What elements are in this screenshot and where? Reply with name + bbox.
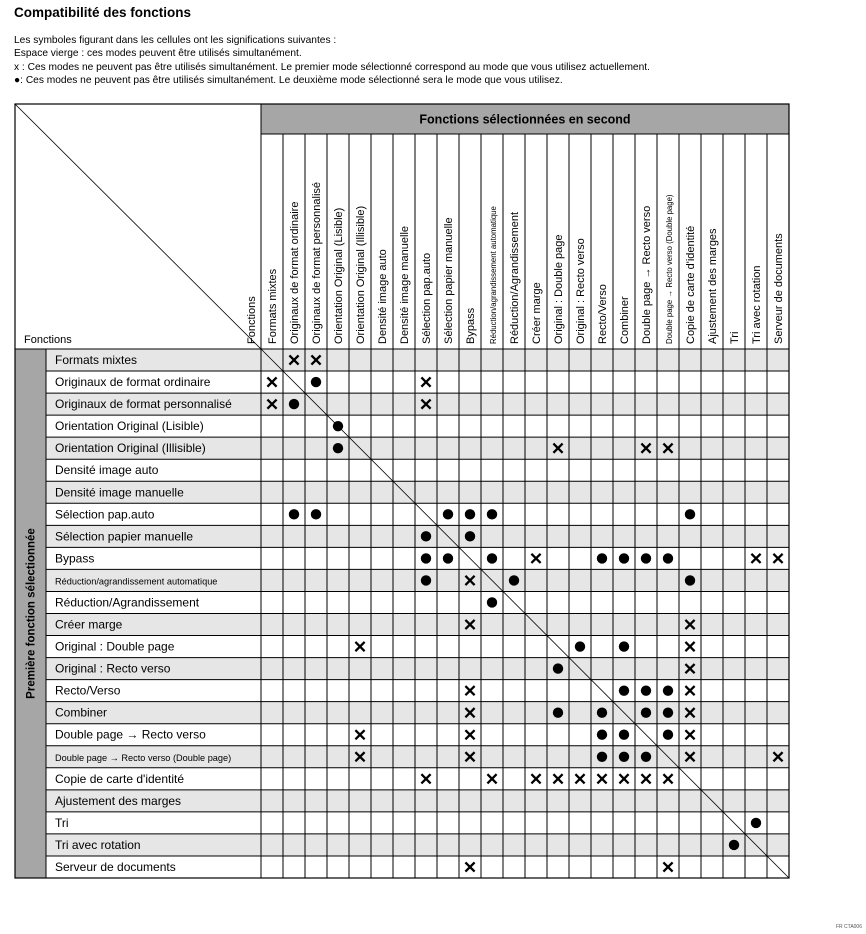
column-label: Originaux de format personnalisé (311, 181, 323, 344)
dot-mark (333, 443, 343, 453)
dot-mark (289, 399, 299, 409)
dot-mark (443, 553, 453, 563)
dot-mark (619, 752, 629, 762)
cross-mark (487, 774, 496, 783)
row-label: Originaux de format personnalisé (55, 397, 232, 412)
row-label: Recto/Verso (55, 683, 121, 698)
cross-mark (465, 730, 474, 739)
cross-mark (355, 730, 364, 739)
row-label: Densité image manuelle (55, 485, 184, 500)
column-label: Densité image auto (377, 249, 389, 344)
dot-mark (553, 663, 563, 673)
dot-mark (333, 421, 343, 431)
dot-mark (641, 752, 651, 762)
column-label: Formats mixtes (267, 268, 279, 344)
column-label: Original : Recto verso (575, 238, 587, 344)
row-label: Originaux de format ordinaire (55, 375, 211, 390)
row-label: Formats mixtes (55, 353, 138, 368)
row-group-header: Première fonction sélectionnée (25, 528, 38, 699)
cross-mark (685, 642, 694, 651)
column-label: Orientation Original (Illisible) (355, 205, 367, 344)
row-label: Combiner (55, 705, 108, 720)
row-label: Densité image auto (55, 463, 159, 478)
figure-code: FR CTA006 (835, 924, 862, 930)
row-label: Ajustement des marges (55, 793, 182, 808)
cross-mark (267, 377, 276, 386)
row-label: Sélection pap.auto (55, 507, 155, 522)
legend-cross: x : Ces modes ne peuvent pas être utilisés simultanément. Le premier mode sélectionné correspond au mode que vous utilisez actuellement. (14, 61, 650, 73)
row-band (46, 702, 789, 724)
dot-mark (421, 575, 431, 585)
row-band (46, 834, 789, 856)
cross-mark (465, 862, 474, 871)
column-label: Tri avec rotation (751, 265, 763, 344)
row-label: Bypass (55, 551, 95, 566)
column-label: Original : Double page (553, 234, 565, 344)
cross-mark (421, 774, 430, 783)
corner-diagonal (15, 104, 261, 349)
corner-column-label: Fonctions (246, 296, 258, 344)
cross-mark (465, 686, 474, 695)
dot-mark (685, 509, 695, 519)
row-label: Sélection papier manuelle (55, 529, 194, 544)
dot-mark (465, 531, 475, 541)
column-label: Recto/Verso (597, 284, 609, 344)
dot-mark (597, 730, 607, 740)
cross-mark (663, 774, 672, 783)
column-label: Serveur de documents (773, 233, 785, 344)
dot-mark (553, 707, 563, 717)
dot-mark (487, 553, 497, 563)
column-label: Double page → Recto verso (641, 205, 653, 344)
dot-mark (509, 575, 519, 585)
corner-row-label: Fonctions (24, 334, 72, 346)
row-band (46, 614, 789, 636)
cross-mark (773, 554, 782, 563)
column-label: Réduction/Agrandissement (509, 211, 521, 344)
legend-dot: ●: Ces modes ne peuvent pas être utilisés simultanément. Le deuxième mode sélectionné sera le mode que vous utilisez. (14, 75, 563, 87)
dot-mark (597, 707, 607, 717)
cross-mark (685, 686, 694, 695)
column-label: Orientation Original (Lisible) (333, 207, 345, 344)
dot-mark (487, 597, 497, 607)
dot-mark (443, 509, 453, 519)
column-label: Combiner (619, 296, 631, 344)
row-label: Original : Recto verso (55, 661, 171, 676)
dot-mark (663, 707, 673, 717)
column-label: Densité image manuelle (399, 225, 411, 344)
column-label: Sélection pap.auto (421, 252, 433, 344)
column-label: Bypass (465, 307, 477, 344)
column-label: Tri (729, 331, 741, 344)
dot-mark (751, 818, 761, 828)
row-label: Réduction/Agrandissement (55, 595, 200, 610)
dot-mark (421, 553, 431, 563)
row-label: Orientation Original (Illisible) (55, 441, 206, 456)
dot-mark (575, 641, 585, 651)
column-label: Réduction/agrandissement automatique (489, 206, 498, 344)
dot-mark (663, 553, 673, 563)
row-label: Tri (55, 815, 69, 830)
dot-mark (663, 730, 673, 740)
row-label: Serveur de documents (55, 859, 176, 874)
dot-mark (729, 840, 739, 850)
row-label: Double page → Recto verso (Double page) (55, 752, 232, 763)
page-title: Compatibilité des fonctions (14, 5, 192, 20)
dot-mark (641, 707, 651, 717)
dot-mark (465, 509, 475, 519)
legend-intro: Les symboles figurant dans les cellules ont les significations suivantes : (14, 35, 337, 46)
dot-mark (641, 685, 651, 695)
dot-mark (487, 509, 497, 519)
cross-mark (685, 730, 694, 739)
dot-mark (421, 531, 431, 541)
dot-mark (619, 641, 629, 651)
dot-mark (619, 730, 629, 740)
cross-mark (619, 774, 628, 783)
row-label: Original : Double page (55, 639, 175, 654)
dot-mark (619, 685, 629, 695)
row-label: Orientation Original (Lisible) (55, 419, 204, 434)
dot-mark (289, 509, 299, 519)
dot-mark (685, 575, 695, 585)
cross-mark (641, 774, 650, 783)
cross-mark (421, 377, 430, 386)
cross-mark (575, 774, 584, 783)
cross-mark (663, 862, 672, 871)
cross-mark (355, 642, 364, 651)
column-label: Ajustement des marges (707, 228, 719, 344)
row-label: Créer marge (55, 617, 123, 632)
dot-mark (311, 377, 321, 387)
row-label: Copie de carte d'identité (55, 771, 185, 786)
cross-mark (531, 554, 540, 563)
column-group-header: Fonctions sélectionnées en second (419, 112, 631, 127)
row-band (46, 349, 789, 371)
column-label: Sélection papier manuelle (443, 217, 455, 344)
dot-mark (641, 553, 651, 563)
cross-mark (531, 774, 540, 783)
row-label: Double page → Recto verso (55, 727, 206, 742)
row-label: Réduction/agrandissement automatique (55, 576, 218, 587)
column-label: Copie de carte d'identité (685, 225, 697, 344)
cross-mark (751, 554, 760, 563)
column-label: Créer marge (531, 282, 543, 344)
dot-mark (597, 553, 607, 563)
legend-blank: Espace vierge : ces modes peuvent être utilisés simultanément. (14, 48, 302, 60)
column-label: Double page → Recto verso (Double page) (665, 194, 674, 344)
row-label: Tri avec rotation (55, 837, 141, 852)
cross-mark (597, 774, 606, 783)
column-label: Originaux de format ordinaire (289, 201, 301, 344)
cross-mark (553, 774, 562, 783)
dot-mark (597, 752, 607, 762)
dot-mark (311, 509, 321, 519)
dot-mark (619, 553, 629, 563)
dot-mark (663, 685, 673, 695)
